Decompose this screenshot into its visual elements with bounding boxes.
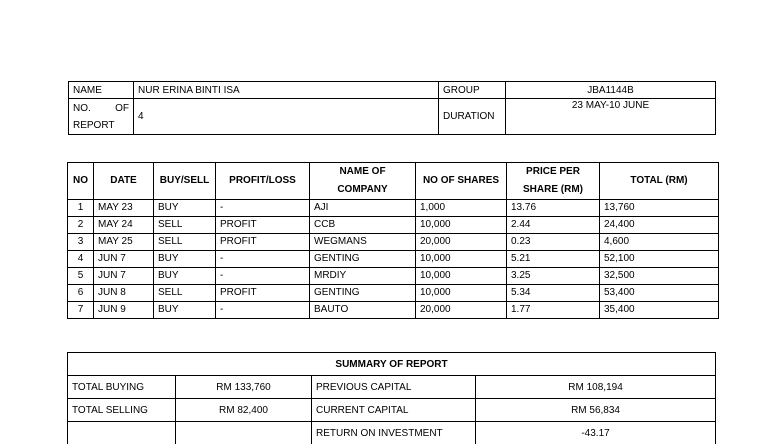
table-row (68, 302, 719, 319)
cell-total: 4,600 (600, 234, 719, 251)
header-date: DATE (94, 163, 154, 200)
table-row (68, 268, 719, 285)
header-profit-loss: PROFIT/LOSS (216, 163, 310, 200)
header-company-name: NAME OF COMPANY (310, 163, 416, 200)
cell-profit-loss: - (216, 268, 310, 285)
table-row (68, 200, 719, 217)
cell-total: 13,760 (600, 200, 719, 217)
cell-profit-loss: - (216, 302, 310, 319)
cell-price-per-share: 3.25 (507, 268, 600, 285)
cell-buy-sell: BUY (154, 268, 216, 285)
cell-no: 4 (68, 251, 94, 268)
current-capital-value: RM 56,834 (476, 399, 716, 422)
table-row (68, 217, 719, 234)
cell-share-count: 10,000 (416, 268, 507, 285)
cell-price-per-share: 1.77 (507, 302, 600, 319)
summary-title: SUMMARY OF REPORT (68, 353, 716, 376)
cell-buy-sell: SELL (154, 217, 216, 234)
cell-price-per-share: 13.76 (507, 200, 600, 217)
report-number-label-no: NO. (73, 100, 91, 117)
cell-buy-sell: BUY (154, 251, 216, 268)
cell-no: 7 (68, 302, 94, 319)
cell-date: JUN 8 (94, 285, 154, 302)
cell-buy-sell: SELL (154, 285, 216, 302)
cell-no: 1 (68, 200, 94, 217)
cell-total: 52,100 (600, 251, 719, 268)
header-buy-sell: BUY/SELL (154, 163, 216, 200)
duration-value: 23 MAY-10 JUNE (506, 99, 716, 135)
cell-buy-sell: SELL (154, 234, 216, 251)
cell-profit-loss: PROFIT (216, 234, 310, 251)
header-total: TOTAL (RM) (600, 163, 719, 200)
cell-share-count: 20,000 (416, 302, 507, 319)
cell-no: 5 (68, 268, 94, 285)
cell-share-count: 20,000 (416, 234, 507, 251)
cell-company-name: WEGMANS (310, 234, 416, 251)
roi-value: -43.17 (476, 422, 716, 444)
total-selling-value: RM 82,400 (176, 399, 312, 422)
header-price-per-share: PRICE PER SHARE (RM) (507, 163, 600, 200)
cell-no: 3 (68, 234, 94, 251)
summary-table (67, 352, 716, 444)
roi-label: RETURN ON INVESTMENT (312, 422, 476, 444)
cell-no: 6 (68, 285, 94, 302)
trades-body (68, 200, 719, 319)
duration-label: DURATION (439, 99, 506, 135)
cell-total: 35,400 (600, 302, 719, 319)
cell-company-name: BAUTO (310, 302, 416, 319)
cell-share-count: 10,000 (416, 217, 507, 234)
cell-share-count: 1,000 (416, 200, 507, 217)
trades-header-row (68, 163, 719, 200)
report-info-table (68, 81, 716, 135)
cell-price-per-share: 0.23 (507, 234, 600, 251)
cell-total: 32,500 (600, 268, 719, 285)
cell-company-name: AJI (310, 200, 416, 217)
table-row (68, 234, 719, 251)
cell-date: JUN 9 (94, 302, 154, 319)
name-value: NUR ERINA BINTI ISA (134, 82, 439, 99)
report-number-label-of: OF (115, 100, 129, 117)
cell-total: 53,400 (600, 285, 719, 302)
cell-profit-loss: PROFIT (216, 285, 310, 302)
table-row (68, 251, 719, 268)
cell-profit-loss: - (216, 200, 310, 217)
cell-company-name: GENTING (310, 251, 416, 268)
cell-price-per-share: 5.34 (507, 285, 600, 302)
cell-price-per-share: 5.21 (507, 251, 600, 268)
cell-company-name: MRDIY (310, 268, 416, 285)
cell-share-count: 10,000 (416, 285, 507, 302)
cell-price-per-share: 2.44 (507, 217, 600, 234)
cell-date: JUN 7 (94, 251, 154, 268)
header-share-count: NO OF SHARES (416, 163, 507, 200)
previous-capital-label: PREVIOUS CAPITAL (312, 376, 476, 399)
name-label: NAME (69, 82, 134, 99)
report-number-label-report: REPORT (73, 117, 129, 134)
current-capital-label: CURRENT CAPITAL (312, 399, 476, 422)
cell-buy-sell: BUY (154, 302, 216, 319)
header-no: NO (68, 163, 94, 200)
cell-profit-loss: - (216, 251, 310, 268)
cell-company-name: GENTING (310, 285, 416, 302)
cell-date: MAY 23 (94, 200, 154, 217)
cell-profit-loss: PROFIT (216, 217, 310, 234)
trades-table (67, 162, 719, 319)
cell-date: MAY 25 (94, 234, 154, 251)
cell-total: 24,400 (600, 217, 719, 234)
cell-share-count: 10,000 (416, 251, 507, 268)
cell-company-name: CCB (310, 217, 416, 234)
group-label: GROUP (439, 82, 506, 99)
cell-no: 2 (68, 217, 94, 234)
total-selling-label: TOTAL SELLING (68, 399, 176, 422)
cell-date: JUN 7 (94, 268, 154, 285)
table-row (68, 285, 719, 302)
report-number-value: 4 (134, 99, 439, 135)
previous-capital-value: RM 108,194 (476, 376, 716, 399)
report-number-label (69, 99, 134, 135)
total-buying-label: TOTAL BUYING (68, 376, 176, 399)
group-value: JBA1144B (506, 82, 716, 99)
cell-date: MAY 24 (94, 217, 154, 234)
total-buying-value: RM 133,760 (176, 376, 312, 399)
cell-buy-sell: BUY (154, 200, 216, 217)
